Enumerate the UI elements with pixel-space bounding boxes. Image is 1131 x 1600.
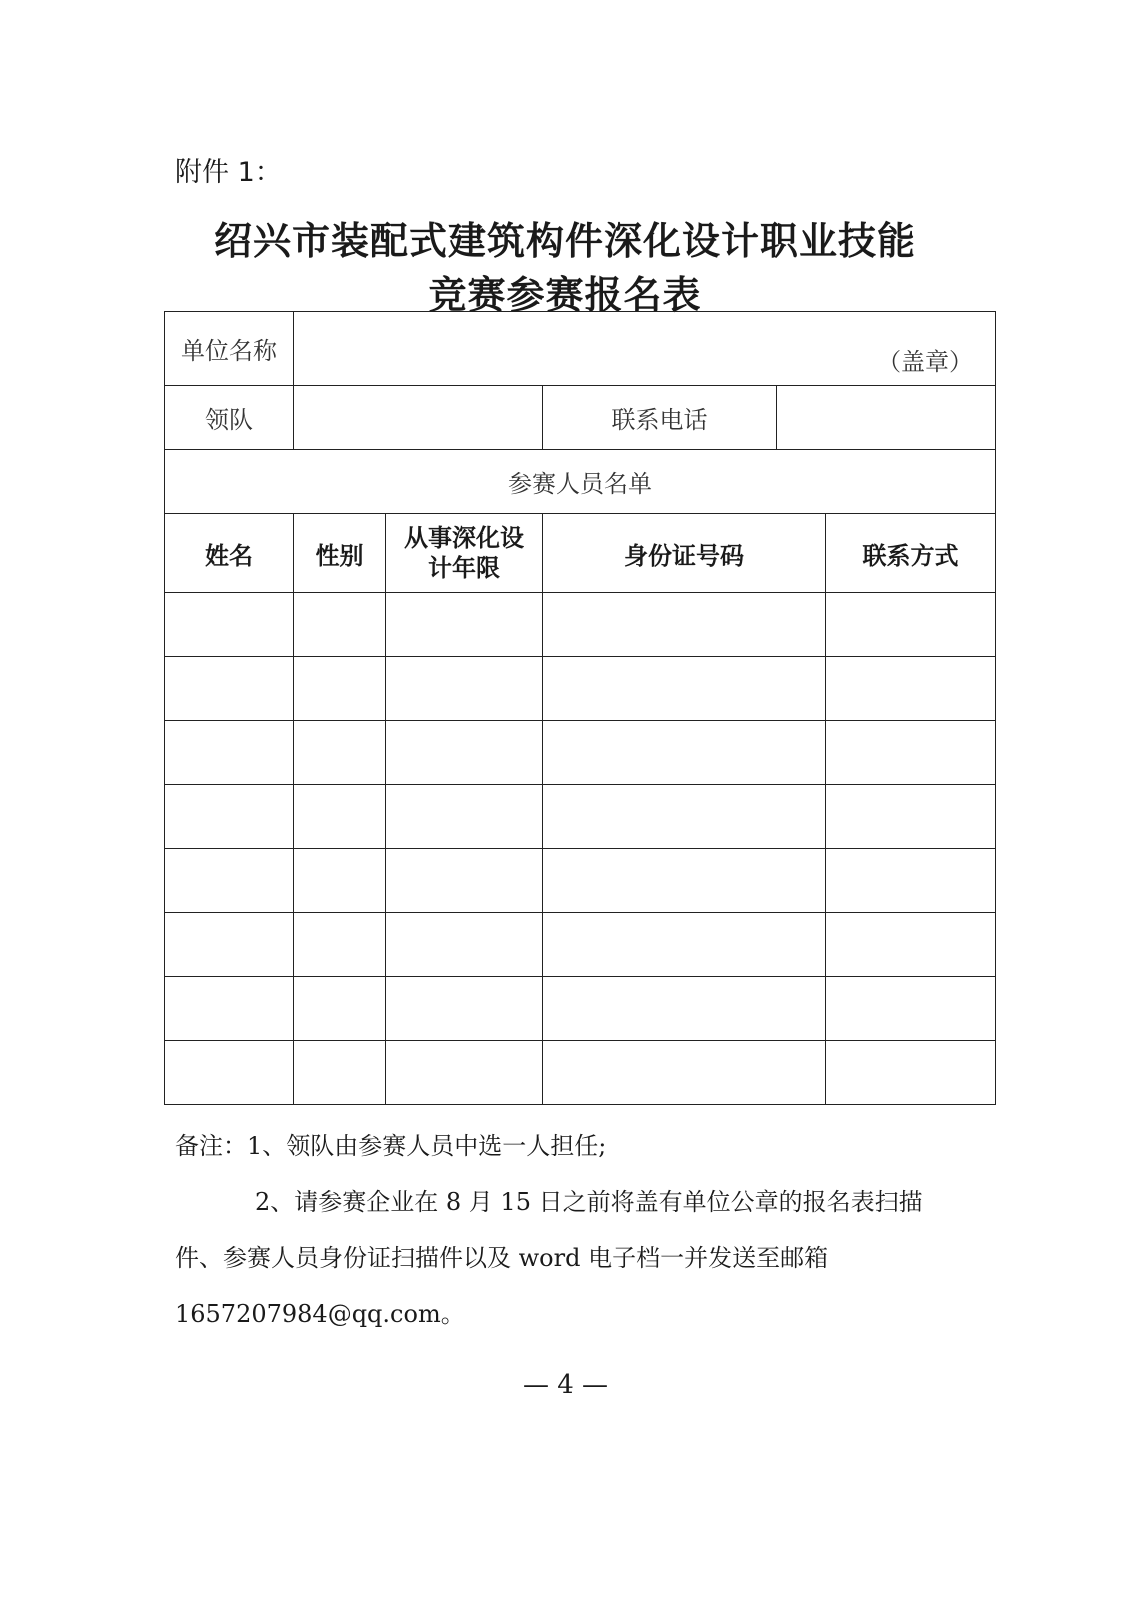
contact-cell[interactable] bbox=[826, 657, 996, 721]
page-number: — 4 — bbox=[522, 1370, 609, 1400]
participant-list-label: 参赛人员名单 bbox=[165, 450, 996, 514]
participant-row bbox=[165, 721, 996, 785]
contact-cell[interactable] bbox=[826, 593, 996, 657]
col-header-name: 姓名 bbox=[165, 514, 294, 593]
years-cell[interactable] bbox=[386, 913, 543, 977]
phone-field[interactable] bbox=[777, 386, 996, 450]
registration-form-table bbox=[164, 311, 996, 1105]
id-number-cell[interactable] bbox=[543, 785, 826, 849]
contact-cell[interactable] bbox=[826, 1041, 996, 1105]
form-title-line1: 绍兴市装配式建筑构件深化设计职业技能 bbox=[213, 219, 916, 263]
gender-cell[interactable] bbox=[294, 849, 386, 913]
name-cell[interactable] bbox=[165, 657, 294, 721]
years-cell[interactable] bbox=[386, 657, 543, 721]
gender-cell[interactable] bbox=[294, 785, 386, 849]
contact-cell[interactable] bbox=[826, 785, 996, 849]
years-cell[interactable] bbox=[386, 1041, 543, 1105]
id-number-cell[interactable] bbox=[543, 1041, 826, 1105]
years-cell[interactable] bbox=[386, 593, 543, 657]
participant-row bbox=[165, 1041, 996, 1105]
participant-rows bbox=[165, 593, 996, 1105]
id-number-cell[interactable] bbox=[543, 657, 826, 721]
years-cell[interactable] bbox=[386, 977, 543, 1041]
col-header-id-number: 身份证号码 bbox=[543, 514, 826, 593]
phone-label: 联系电话 bbox=[543, 386, 777, 450]
id-number-cell[interactable] bbox=[543, 721, 826, 785]
participant-row bbox=[165, 657, 996, 721]
id-number-cell[interactable] bbox=[543, 593, 826, 657]
gender-cell[interactable] bbox=[294, 1041, 386, 1105]
name-cell[interactable] bbox=[165, 785, 294, 849]
col-header-gender: 性别 bbox=[294, 514, 386, 593]
col-header-years bbox=[386, 514, 543, 593]
col-header-contact: 联系方式 bbox=[826, 514, 996, 593]
unit-name-label: 单位名称 bbox=[165, 312, 294, 386]
column-header-row bbox=[165, 514, 996, 593]
id-number-cell[interactable] bbox=[543, 977, 826, 1041]
unit-name-row bbox=[165, 312, 996, 386]
id-number-cell[interactable] bbox=[543, 849, 826, 913]
participant-row bbox=[165, 849, 996, 913]
years-cell[interactable] bbox=[386, 785, 543, 849]
years-cell[interactable] bbox=[386, 721, 543, 785]
attachment-label: 附件 1： bbox=[175, 157, 282, 188]
unit-name-field[interactable] bbox=[294, 312, 996, 386]
gender-cell[interactable] bbox=[294, 593, 386, 657]
leader-label: 领队 bbox=[165, 386, 294, 450]
contact-cell[interactable] bbox=[826, 977, 996, 1041]
leader-row bbox=[165, 386, 996, 450]
contact-cell[interactable] bbox=[826, 849, 996, 913]
gender-cell[interactable] bbox=[294, 721, 386, 785]
col-header-years-text: 从事深化设计年限 bbox=[404, 524, 524, 582]
gender-cell[interactable] bbox=[294, 913, 386, 977]
contact-cell[interactable] bbox=[826, 721, 996, 785]
note-line-1: 备注：1、领队由参赛人员中选一人担任; bbox=[175, 1132, 607, 1160]
participant-list-row bbox=[165, 450, 996, 514]
years-cell[interactable] bbox=[386, 849, 543, 913]
id-number-cell[interactable] bbox=[543, 913, 826, 977]
name-cell[interactable] bbox=[165, 721, 294, 785]
leader-field[interactable] bbox=[294, 386, 543, 450]
form-title-line2: 竞赛参赛报名表 bbox=[428, 273, 702, 317]
note-line-2: 2、请参赛企业在 8 月 15 日之前将盖有单位公章的报名表扫描 bbox=[255, 1188, 923, 1216]
participant-row bbox=[165, 785, 996, 849]
name-cell[interactable] bbox=[165, 849, 294, 913]
seal-label: （盖章） bbox=[877, 348, 974, 376]
name-cell[interactable] bbox=[165, 1041, 294, 1105]
note-line-3: 件、参赛人员身份证扫描件以及 word 电子档一并发送至邮箱 bbox=[175, 1244, 829, 1272]
gender-cell[interactable] bbox=[294, 657, 386, 721]
participant-row bbox=[165, 913, 996, 977]
participant-row bbox=[165, 977, 996, 1041]
note-email: 1657207984@qq.com。 bbox=[175, 1300, 465, 1328]
name-cell[interactable] bbox=[165, 913, 294, 977]
participant-row bbox=[165, 593, 996, 657]
name-cell[interactable] bbox=[165, 977, 294, 1041]
notes bbox=[175, 1118, 965, 1342]
contact-cell[interactable] bbox=[826, 913, 996, 977]
gender-cell[interactable] bbox=[294, 977, 386, 1041]
name-cell[interactable] bbox=[165, 593, 294, 657]
